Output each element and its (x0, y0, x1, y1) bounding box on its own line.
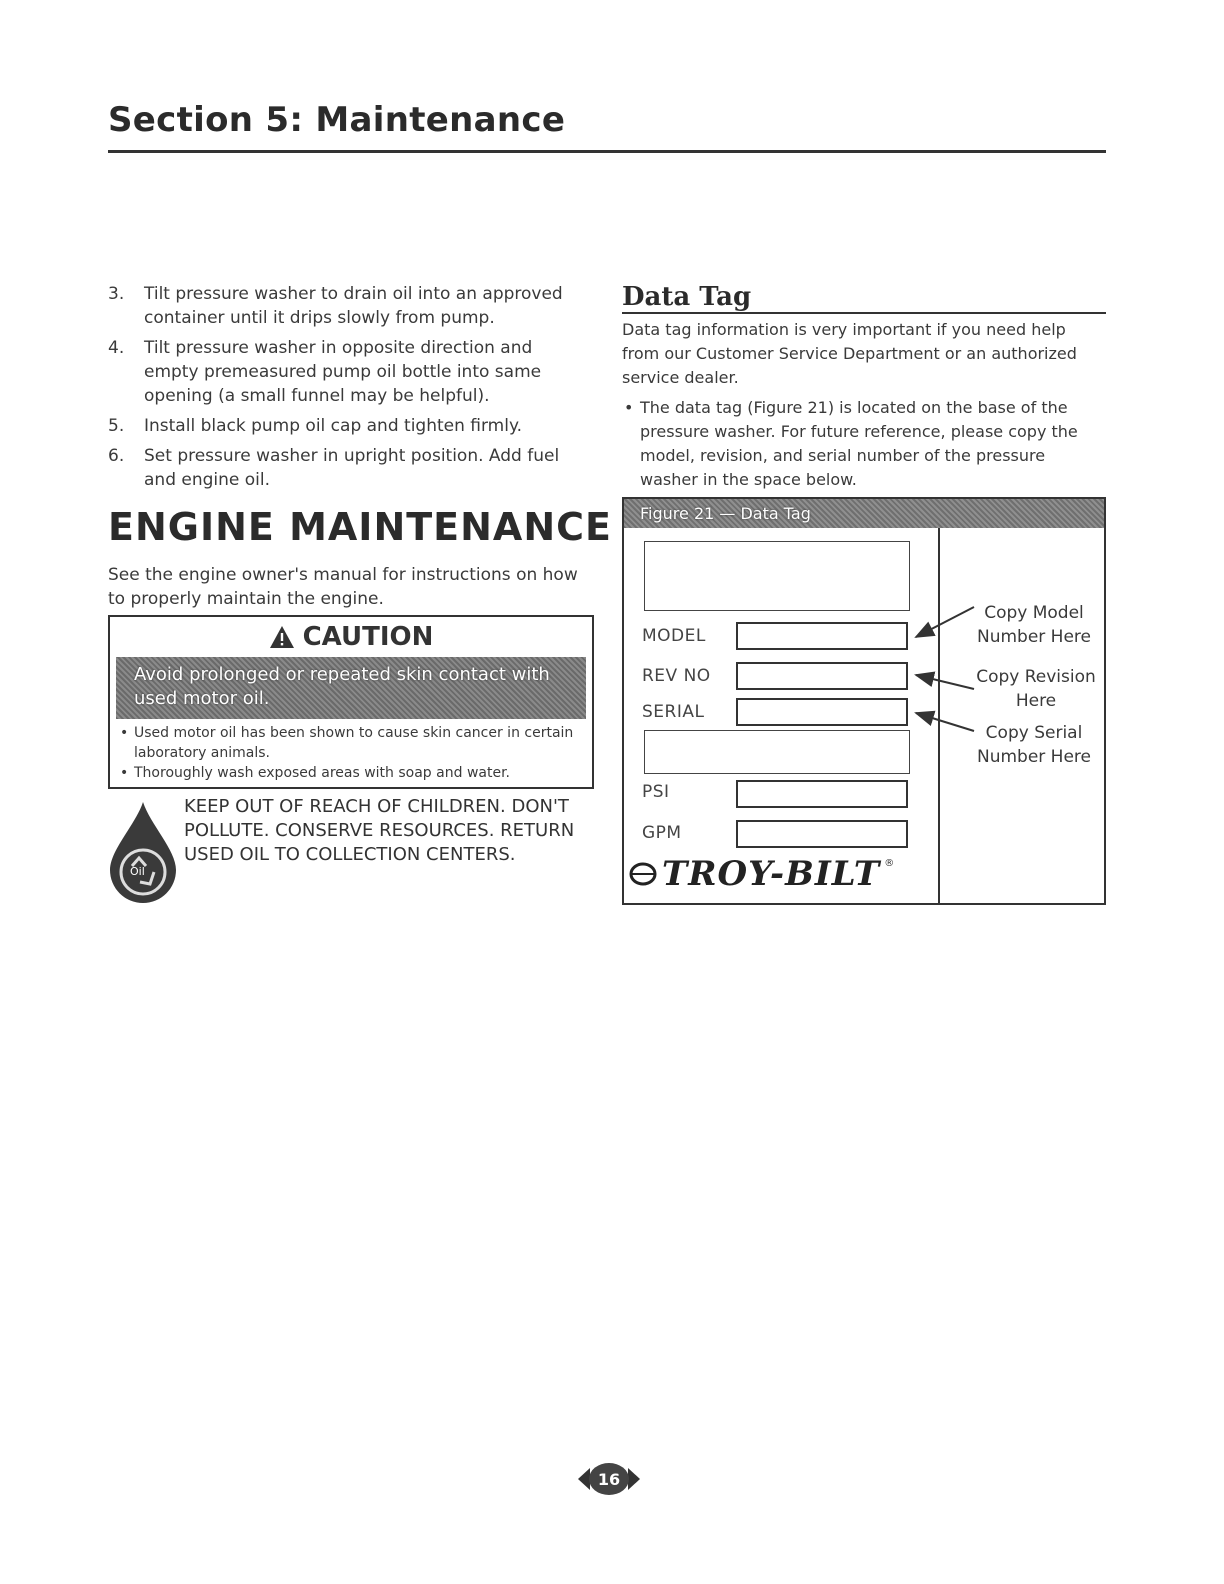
rev-no-label: REV NO (642, 666, 711, 686)
serial-label: SERIAL (642, 702, 705, 722)
figure-caption: Figure 21 — Data Tag (624, 499, 1104, 528)
list-item (108, 282, 588, 330)
step-number: 4. (108, 338, 125, 358)
copy-model-note (964, 601, 1104, 649)
note-line: Copy Serial (985, 723, 1083, 743)
note-line: Number Here (976, 747, 1091, 767)
caution-header (110, 617, 592, 657)
brand-emblem-icon (628, 861, 658, 887)
step-text: Tilt pressure washer in opposite direction and empty premeasured pump oil bottle into same opening (a small funnel may be helpful). (144, 338, 542, 406)
list-item: • Thoroughly wash exposed areas with soap and water. (118, 763, 584, 783)
maintenance-steps (108, 282, 588, 498)
troy-bilt-logo (628, 854, 894, 894)
note-line: Copy Model (984, 603, 1084, 623)
data-tag-rule (622, 312, 1106, 314)
oil-icon-label: Oil (130, 865, 145, 878)
psi-label: PSI (642, 782, 670, 802)
figure-data-tag (622, 497, 1106, 905)
list-item (108, 414, 588, 438)
list-item: • Used motor oil has been shown to cause skin cancer in certain laboratory animals. (118, 723, 584, 763)
data-tag-bullet: • The data tag (Figure 21) is located on the base of the pressure washer. For future reference, please copy the model, revision, and serial number of the pressure washer in the space below. (622, 396, 1098, 492)
model-label: MODEL (642, 626, 706, 646)
gpm-label: GPM (642, 823, 682, 843)
note-line: Copy Revision (976, 667, 1096, 687)
caution-title: CAUTION (302, 622, 434, 652)
copy-revision-note (966, 665, 1106, 713)
step-number: 5. (108, 416, 125, 436)
page-number: 16 (597, 1469, 621, 1489)
oil-recycle-notice: KEEP OUT OF REACH OF CHILDREN. DON'T POLLUTE. CONSERVE RESOURCES. RETURN USED OIL TO COLLECTION CENTERS. (184, 796, 575, 865)
step-text: Tilt pressure washer to drain oil into an approved container until it drips slowly from pump. (144, 284, 563, 328)
data-tag-intro: Data tag information is very important if you need help from our Customer Service Department or an authorized service dealer. (622, 320, 1077, 387)
list-item (108, 444, 588, 492)
tag-blank-top (644, 541, 910, 611)
caution-bullets (110, 723, 592, 783)
tag-blank-middle (644, 730, 910, 774)
step-number: 3. (108, 284, 125, 304)
registered-mark: ® (884, 858, 895, 869)
oil-recycle-drop-icon (106, 800, 180, 904)
note-line: Number Here (976, 627, 1091, 647)
engine-maintenance-text: See the engine owner's manual for instructions on how to properly maintain the engine. (108, 565, 578, 609)
title-rule (108, 150, 1106, 153)
warning-icon (269, 625, 295, 649)
psi-field[interactable] (736, 780, 908, 808)
step-text: Install black pump oil cap and tighten firmly. (144, 416, 523, 436)
section-title: Section 5: Maintenance (108, 100, 566, 140)
engine-maintenance-heading: ENGINE MAINTENANCE (108, 505, 612, 549)
gpm-field[interactable] (736, 820, 908, 848)
note-line: Here (1015, 691, 1057, 711)
step-text: Set pressure washer in upright position. Add fuel and engine oil. (144, 446, 560, 490)
model-field[interactable] (736, 622, 908, 650)
rev-no-field[interactable] (736, 662, 908, 690)
caution-box (108, 615, 594, 789)
caution-warning-band: Avoid prolonged or repeated skin contact with used motor oil. (116, 657, 586, 719)
list-item (108, 336, 588, 408)
step-number: 6. (108, 446, 125, 466)
serial-field[interactable] (736, 698, 908, 726)
brand-name: TROY-BILT (662, 854, 881, 894)
figure-divider (938, 528, 940, 903)
copy-serial-note (964, 721, 1104, 769)
data-tag-heading: Data Tag (622, 282, 752, 312)
